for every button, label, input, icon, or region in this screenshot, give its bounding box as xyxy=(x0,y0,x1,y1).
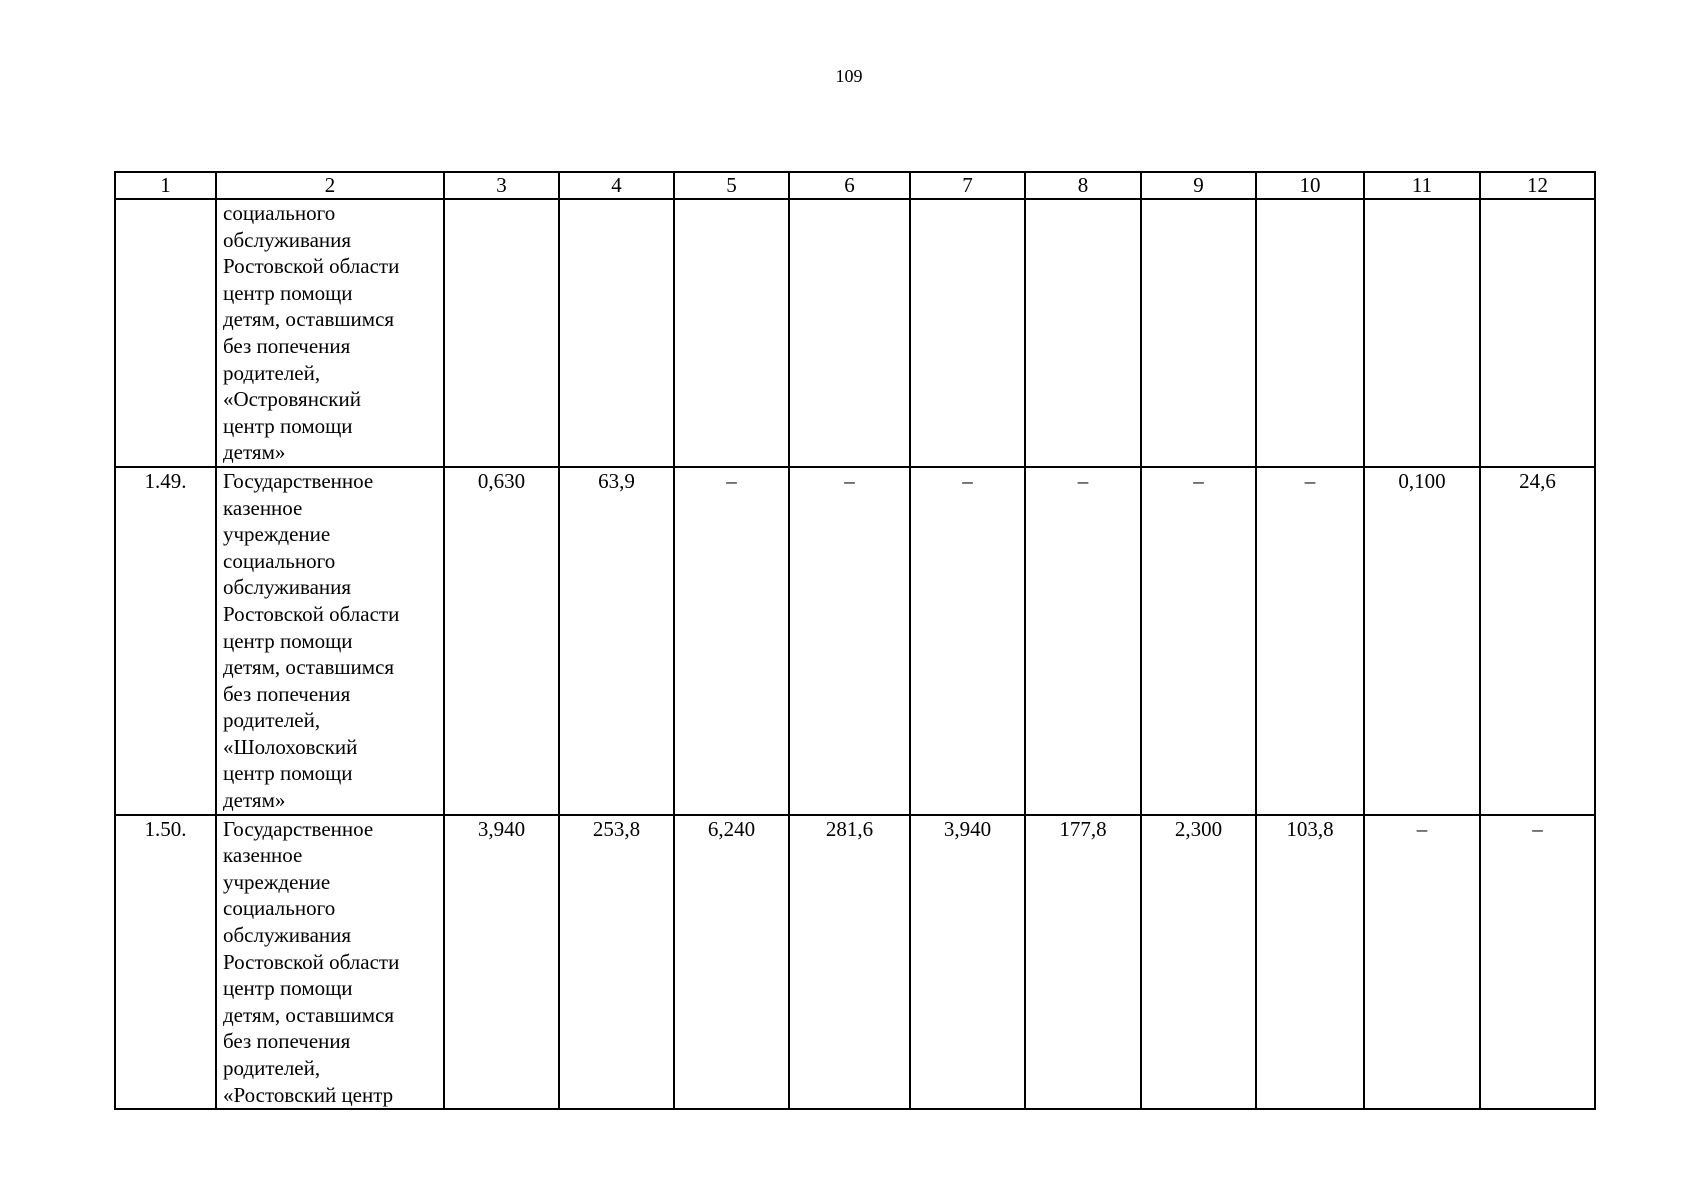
table-cell: 0,100 xyxy=(1364,467,1480,815)
table-cell: – xyxy=(789,467,910,815)
row-number: 1.49. xyxy=(115,467,216,815)
table-row xyxy=(115,467,1595,815)
column-header: 9 xyxy=(1141,172,1256,199)
column-header: 1 xyxy=(115,172,216,199)
row-number: 1.50. xyxy=(115,815,216,1110)
table-cell xyxy=(1256,199,1364,467)
table-cell: 253,8 xyxy=(559,815,674,1110)
table-cell: – xyxy=(1480,815,1595,1110)
page-number: 109 xyxy=(835,66,863,86)
table-cell xyxy=(910,199,1025,467)
table-cell: 281,6 xyxy=(789,815,910,1110)
column-header: 11 xyxy=(1364,172,1480,199)
table-header-row xyxy=(115,172,1595,199)
table-cell xyxy=(1480,199,1595,467)
row-number xyxy=(115,199,216,467)
column-header: 12 xyxy=(1480,172,1595,199)
table-cell xyxy=(1364,199,1480,467)
column-header: 6 xyxy=(789,172,910,199)
column-header: 10 xyxy=(1256,172,1364,199)
table-cell: – xyxy=(1256,467,1364,815)
column-header: 8 xyxy=(1025,172,1141,199)
table-cell xyxy=(559,199,674,467)
table-cell: 2,300 xyxy=(1141,815,1256,1110)
table-cell xyxy=(1025,199,1141,467)
table-cell xyxy=(1141,199,1256,467)
table-cell: 6,240 xyxy=(674,815,789,1110)
column-header: 3 xyxy=(444,172,559,199)
table-cell: 103,8 xyxy=(1256,815,1364,1110)
table-cell xyxy=(444,199,559,467)
table-cell: – xyxy=(674,467,789,815)
institution-name: Государственное казенное учреждение социального обслуживания Ростовской области центр помощи детям, оставшимся без попечения родителей, «Ростовский центр xyxy=(216,815,444,1110)
institution-name: социального обслуживания Ростовской области центр помощи детям, оставшимся без попечения родителей, «Островянский центр помощи детям» xyxy=(216,199,444,467)
table-cell: – xyxy=(1141,467,1256,815)
table-cell: 177,8 xyxy=(1025,815,1141,1110)
table-cell xyxy=(789,199,910,467)
table-cell: – xyxy=(1364,815,1480,1110)
table-cell xyxy=(674,199,789,467)
column-header: 7 xyxy=(910,172,1025,199)
column-header: 2 xyxy=(216,172,444,199)
table-cell: 3,940 xyxy=(444,815,559,1110)
column-header: 5 xyxy=(674,172,789,199)
table-cell: – xyxy=(1025,467,1141,815)
data-table xyxy=(114,171,1596,1110)
table-cell: 3,940 xyxy=(910,815,1025,1110)
column-header: 4 xyxy=(559,172,674,199)
table-row xyxy=(115,815,1595,1110)
table-cell: 0,630 xyxy=(444,467,559,815)
table-cell: – xyxy=(910,467,1025,815)
table-cell: 24,6 xyxy=(1480,467,1595,815)
table-cell: 63,9 xyxy=(559,467,674,815)
institution-name: Государственное казенное учреждение социального обслуживания Ростовской области центр помощи детям, оставшимся без попечения родителей, «Шолоховский центр помощи детям» xyxy=(216,467,444,815)
table-row xyxy=(115,199,1595,467)
